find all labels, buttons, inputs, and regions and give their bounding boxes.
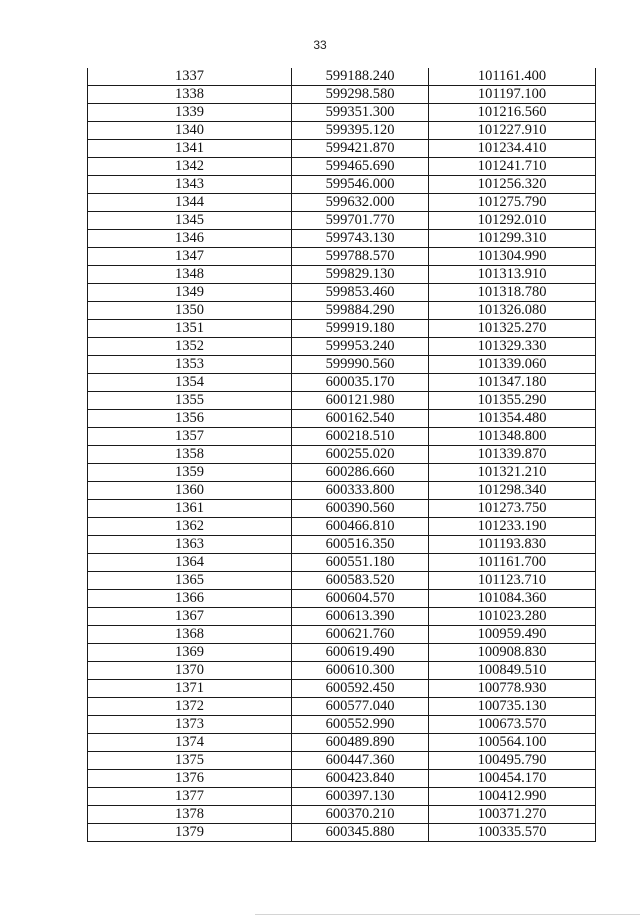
x-coordinate-cell: 600121.980 xyxy=(292,392,429,410)
x-coordinate-cell: 599788.570 xyxy=(292,248,429,266)
point-number-cell: 1367 xyxy=(88,608,292,626)
point-number-cell: 1340 xyxy=(88,122,292,140)
table-row xyxy=(88,518,596,536)
table-row xyxy=(88,752,596,770)
point-number-cell: 1360 xyxy=(88,482,292,500)
point-number-cell: 1359 xyxy=(88,464,292,482)
table-row xyxy=(88,356,596,374)
x-coordinate-cell: 600610.300 xyxy=(292,662,429,680)
table-row xyxy=(88,230,596,248)
table-row xyxy=(88,248,596,266)
x-coordinate-cell: 600162.540 xyxy=(292,410,429,428)
coordinates-table-container xyxy=(87,68,596,842)
point-number-cell: 1337 xyxy=(88,68,292,86)
x-coordinate-cell: 599395.120 xyxy=(292,122,429,140)
point-number-cell: 1356 xyxy=(88,410,292,428)
x-coordinate-cell: 600613.390 xyxy=(292,608,429,626)
y-coordinate-cell: 101329.330 xyxy=(429,338,596,356)
table-row xyxy=(88,320,596,338)
x-coordinate-cell: 600577.040 xyxy=(292,698,429,716)
table-row xyxy=(88,302,596,320)
table-row xyxy=(88,410,596,428)
y-coordinate-cell: 101339.870 xyxy=(429,446,596,464)
page-number: 33 xyxy=(313,38,327,52)
x-coordinate-cell: 600621.760 xyxy=(292,626,429,644)
y-coordinate-cell: 101227.910 xyxy=(429,122,596,140)
y-coordinate-cell: 101197.100 xyxy=(429,86,596,104)
x-coordinate-cell: 600551.180 xyxy=(292,554,429,572)
x-coordinate-cell: 600390.560 xyxy=(292,500,429,518)
table-row xyxy=(88,662,596,680)
point-number-cell: 1341 xyxy=(88,140,292,158)
y-coordinate-cell: 101318.780 xyxy=(429,284,596,302)
point-number-cell: 1358 xyxy=(88,446,292,464)
y-coordinate-cell: 100454.170 xyxy=(429,770,596,788)
y-coordinate-cell: 100371.270 xyxy=(429,806,596,824)
point-number-cell: 1338 xyxy=(88,86,292,104)
point-number-cell: 1366 xyxy=(88,590,292,608)
y-coordinate-cell: 101233.190 xyxy=(429,518,596,536)
point-number-cell: 1354 xyxy=(88,374,292,392)
x-coordinate-cell: 599743.130 xyxy=(292,230,429,248)
point-number-cell: 1339 xyxy=(88,104,292,122)
point-number-cell: 1351 xyxy=(88,320,292,338)
point-number-cell: 1369 xyxy=(88,644,292,662)
point-number-cell: 1353 xyxy=(88,356,292,374)
y-coordinate-cell: 101216.560 xyxy=(429,104,596,122)
point-number-cell: 1362 xyxy=(88,518,292,536)
point-number-cell: 1349 xyxy=(88,284,292,302)
y-coordinate-cell: 100778.930 xyxy=(429,680,596,698)
point-number-cell: 1374 xyxy=(88,734,292,752)
table-row xyxy=(88,824,596,842)
x-coordinate-cell: 600286.660 xyxy=(292,464,429,482)
point-number-cell: 1365 xyxy=(88,572,292,590)
table-row xyxy=(88,140,596,158)
y-coordinate-cell: 100564.100 xyxy=(429,734,596,752)
table-row xyxy=(88,284,596,302)
y-coordinate-cell: 101325.270 xyxy=(429,320,596,338)
x-coordinate-cell: 600397.130 xyxy=(292,788,429,806)
table-row xyxy=(88,590,596,608)
x-coordinate-cell: 599919.180 xyxy=(292,320,429,338)
point-number-cell: 1364 xyxy=(88,554,292,572)
x-coordinate-cell: 599351.300 xyxy=(292,104,429,122)
y-coordinate-cell: 101355.290 xyxy=(429,392,596,410)
table-row xyxy=(88,716,596,734)
y-coordinate-cell: 100959.490 xyxy=(429,626,596,644)
table-row xyxy=(88,338,596,356)
y-coordinate-cell: 101123.710 xyxy=(429,572,596,590)
point-number-cell: 1377 xyxy=(88,788,292,806)
table-row xyxy=(88,446,596,464)
x-coordinate-cell: 599990.560 xyxy=(292,356,429,374)
point-number-cell: 1342 xyxy=(88,158,292,176)
y-coordinate-cell: 101292.010 xyxy=(429,212,596,230)
point-number-cell: 1371 xyxy=(88,680,292,698)
table-row xyxy=(88,680,596,698)
table-row xyxy=(88,644,596,662)
point-number-cell: 1368 xyxy=(88,626,292,644)
table-row xyxy=(88,392,596,410)
table-row xyxy=(88,536,596,554)
y-coordinate-cell: 101275.790 xyxy=(429,194,596,212)
x-coordinate-cell: 599953.240 xyxy=(292,338,429,356)
y-coordinate-cell: 100673.570 xyxy=(429,716,596,734)
table-row xyxy=(88,608,596,626)
page-bottom-rule xyxy=(255,914,640,915)
y-coordinate-cell: 101241.710 xyxy=(429,158,596,176)
point-number-cell: 1379 xyxy=(88,824,292,842)
x-coordinate-cell: 600592.450 xyxy=(292,680,429,698)
table-row xyxy=(88,374,596,392)
y-coordinate-cell: 101326.080 xyxy=(429,302,596,320)
point-number-cell: 1352 xyxy=(88,338,292,356)
y-coordinate-cell: 100335.570 xyxy=(429,824,596,842)
table-row xyxy=(88,176,596,194)
y-coordinate-cell: 101084.360 xyxy=(429,590,596,608)
x-coordinate-cell: 600583.520 xyxy=(292,572,429,590)
y-coordinate-cell: 101256.320 xyxy=(429,176,596,194)
point-number-cell: 1361 xyxy=(88,500,292,518)
x-coordinate-cell: 600604.570 xyxy=(292,590,429,608)
table-row xyxy=(88,86,596,104)
x-coordinate-cell: 599829.130 xyxy=(292,266,429,284)
y-coordinate-cell: 101273.750 xyxy=(429,500,596,518)
x-coordinate-cell: 600447.360 xyxy=(292,752,429,770)
y-coordinate-cell: 101299.310 xyxy=(429,230,596,248)
y-coordinate-cell: 101347.180 xyxy=(429,374,596,392)
y-coordinate-cell: 101348.800 xyxy=(429,428,596,446)
point-number-cell: 1378 xyxy=(88,806,292,824)
table-row xyxy=(88,500,596,518)
y-coordinate-cell: 100849.510 xyxy=(429,662,596,680)
table-row xyxy=(88,482,596,500)
x-coordinate-cell: 600489.890 xyxy=(292,734,429,752)
x-coordinate-cell: 600516.350 xyxy=(292,536,429,554)
table-row xyxy=(88,788,596,806)
x-coordinate-cell: 600552.990 xyxy=(292,716,429,734)
point-number-cell: 1347 xyxy=(88,248,292,266)
x-coordinate-cell: 600619.490 xyxy=(292,644,429,662)
x-coordinate-cell: 599546.000 xyxy=(292,176,429,194)
table-row xyxy=(88,770,596,788)
point-number-cell: 1375 xyxy=(88,752,292,770)
x-coordinate-cell: 599188.240 xyxy=(292,68,429,86)
x-coordinate-cell: 600035.170 xyxy=(292,374,429,392)
y-coordinate-cell: 100495.790 xyxy=(429,752,596,770)
table-row xyxy=(88,104,596,122)
table-row xyxy=(88,554,596,572)
x-coordinate-cell: 600218.510 xyxy=(292,428,429,446)
point-number-cell: 1348 xyxy=(88,266,292,284)
coordinates-table-body xyxy=(88,68,596,842)
y-coordinate-cell: 101193.830 xyxy=(429,536,596,554)
point-number-cell: 1373 xyxy=(88,716,292,734)
y-coordinate-cell: 101234.410 xyxy=(429,140,596,158)
table-row xyxy=(88,464,596,482)
point-number-cell: 1345 xyxy=(88,212,292,230)
x-coordinate-cell: 599884.290 xyxy=(292,302,429,320)
x-coordinate-cell: 600466.810 xyxy=(292,518,429,536)
table-row xyxy=(88,698,596,716)
table-row xyxy=(88,428,596,446)
x-coordinate-cell: 600345.880 xyxy=(292,824,429,842)
point-number-cell: 1344 xyxy=(88,194,292,212)
y-coordinate-cell: 101023.280 xyxy=(429,608,596,626)
table-row xyxy=(88,194,596,212)
point-number-cell: 1355 xyxy=(88,392,292,410)
table-row xyxy=(88,122,596,140)
y-coordinate-cell: 101161.700 xyxy=(429,554,596,572)
x-coordinate-cell: 599421.870 xyxy=(292,140,429,158)
table-row xyxy=(88,806,596,824)
y-coordinate-cell: 100412.990 xyxy=(429,788,596,806)
x-coordinate-cell: 599632.000 xyxy=(292,194,429,212)
x-coordinate-cell: 599701.770 xyxy=(292,212,429,230)
y-coordinate-cell: 101304.990 xyxy=(429,248,596,266)
x-coordinate-cell: 599465.690 xyxy=(292,158,429,176)
table-row xyxy=(88,572,596,590)
x-coordinate-cell: 600333.800 xyxy=(292,482,429,500)
y-coordinate-cell: 101313.910 xyxy=(429,266,596,284)
y-coordinate-cell: 100908.830 xyxy=(429,644,596,662)
y-coordinate-cell: 101321.210 xyxy=(429,464,596,482)
table-row xyxy=(88,158,596,176)
point-number-cell: 1343 xyxy=(88,176,292,194)
coordinates-table xyxy=(87,68,596,842)
x-coordinate-cell: 599853.460 xyxy=(292,284,429,302)
y-coordinate-cell: 101298.340 xyxy=(429,482,596,500)
y-coordinate-cell: 101161.400 xyxy=(429,68,596,86)
table-row xyxy=(88,734,596,752)
x-coordinate-cell: 600423.840 xyxy=(292,770,429,788)
point-number-cell: 1376 xyxy=(88,770,292,788)
point-number-cell: 1346 xyxy=(88,230,292,248)
point-number-cell: 1363 xyxy=(88,536,292,554)
x-coordinate-cell: 600255.020 xyxy=(292,446,429,464)
x-coordinate-cell: 600370.210 xyxy=(292,806,429,824)
x-coordinate-cell: 599298.580 xyxy=(292,86,429,104)
table-row xyxy=(88,626,596,644)
point-number-cell: 1370 xyxy=(88,662,292,680)
y-coordinate-cell: 100735.130 xyxy=(429,698,596,716)
point-number-cell: 1357 xyxy=(88,428,292,446)
table-row xyxy=(88,266,596,284)
point-number-cell: 1372 xyxy=(88,698,292,716)
table-row xyxy=(88,68,596,86)
y-coordinate-cell: 101354.480 xyxy=(429,410,596,428)
y-coordinate-cell: 101339.060 xyxy=(429,356,596,374)
table-row xyxy=(88,212,596,230)
point-number-cell: 1350 xyxy=(88,302,292,320)
